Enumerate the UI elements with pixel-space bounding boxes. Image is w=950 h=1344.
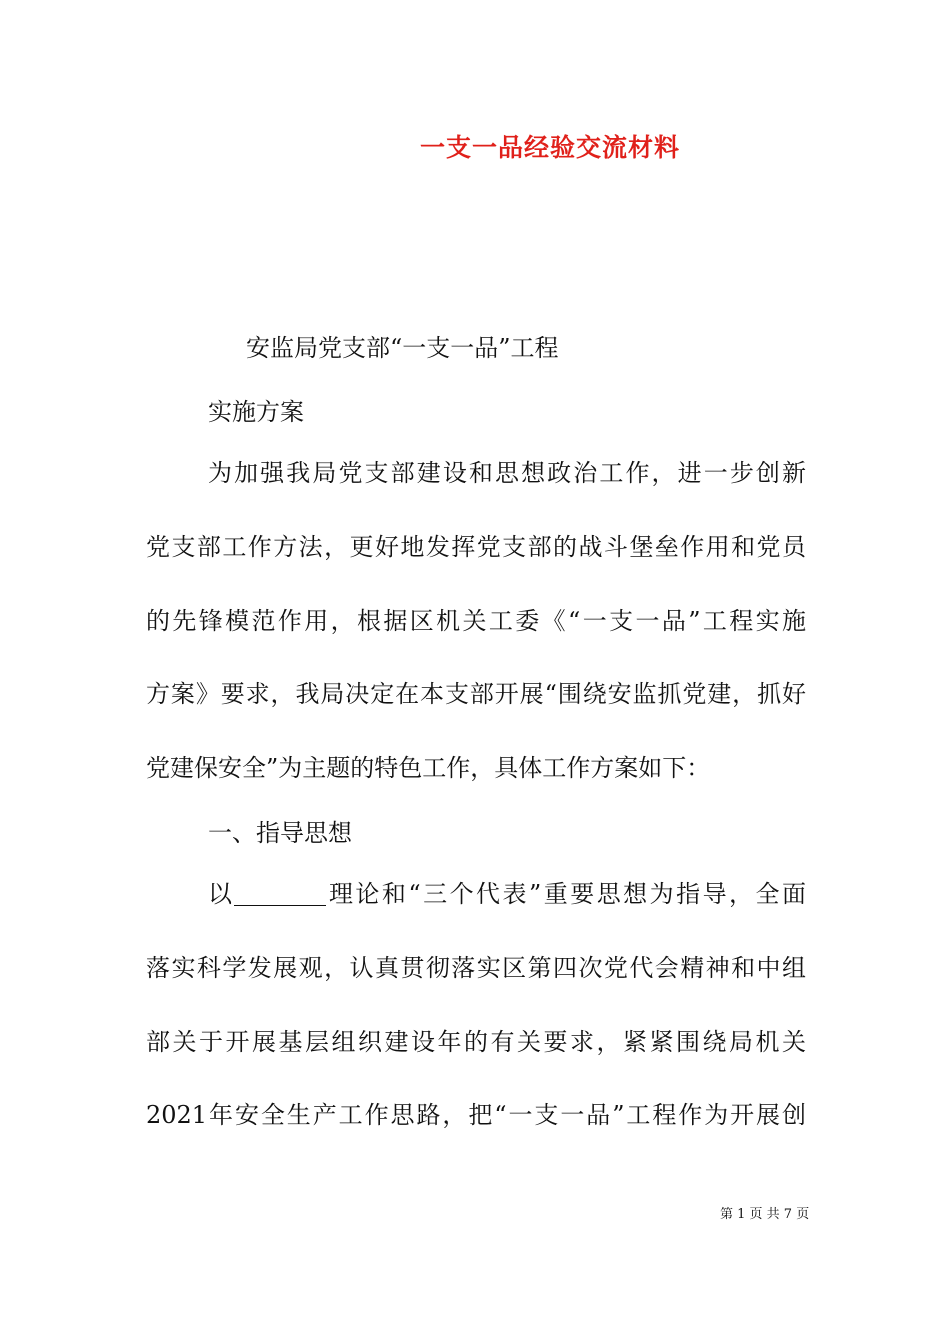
para2-line-4: 2021年安全生产工作思路，把“一支一品”工程作为开展创 — [146, 1101, 806, 1129]
fill-in-blank — [234, 883, 326, 906]
para1-line-2: 党支部工作方法，更好地发挥党支部的战斗堡垒作用和党员 — [146, 533, 806, 561]
para2-line-1 — [208, 879, 806, 909]
subtitle-line-2: 实施方案 — [208, 398, 304, 426]
para2-line-2: 落实科学发展观，认真贯彻落实区第四次党代会精神和中组 — [146, 954, 806, 982]
para2-suffix: 理论和“三个代表”重要思想为指导，全面 — [326, 880, 807, 908]
para1-line-1: 为加强我局党支部建设和思想政治工作，进一步创新 — [208, 459, 806, 487]
para2-line-3: 部关于开展基层组织建设年的有关要求，紧紧围绕局机关 — [146, 1028, 806, 1056]
para1-line-4: 方案》要求，我局决定在本支部开展“围绕安监抓党建，抓好 — [146, 680, 806, 708]
section-heading-1: 一、指导思想 — [208, 819, 352, 847]
para1-line-5: 党建保安全”为主题的特色工作，具体工作方案如下： — [146, 754, 711, 782]
para1-line-3: 的先锋模范作用，根据区机关工委《“一支一品”工程实施 — [146, 607, 806, 635]
para2-prefix: 以 — [208, 880, 235, 908]
page-number: 第 1 页 共 7 页 — [720, 1207, 810, 1222]
subtitle-line-1: 安监局党支部“一支一品”工程 — [246, 334, 559, 362]
document-title: 一支一品经验交流材料 — [419, 133, 680, 162]
